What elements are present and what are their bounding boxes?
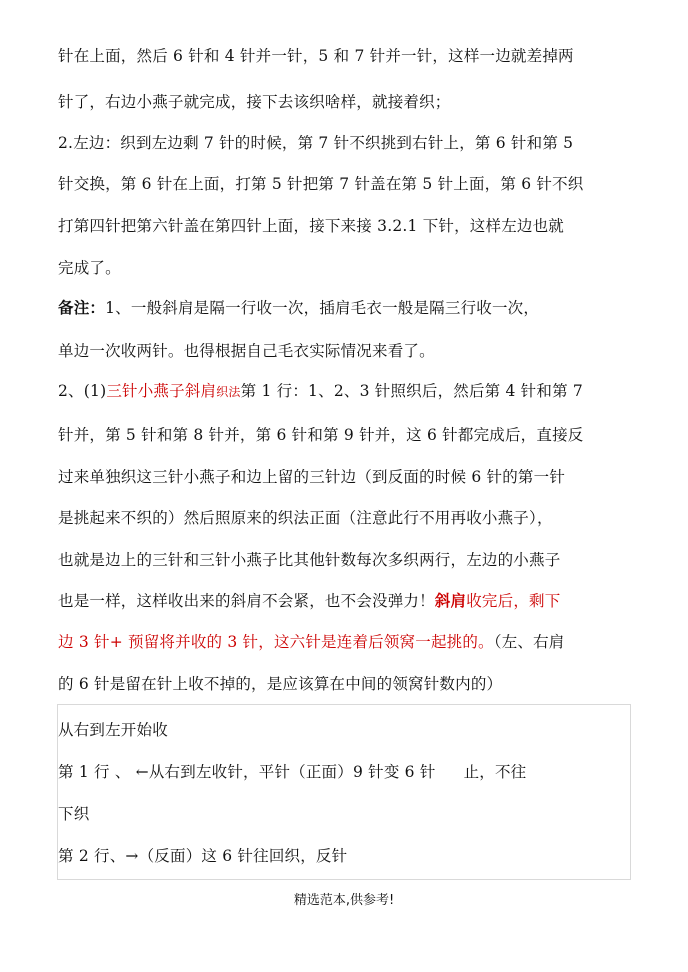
- paragraph-line: 2.左边：织到左边剩 7 针的时候，第 7 针不织挑到右针上，第 6 针和第 5: [58, 134, 574, 152]
- section2-line-4: 是挑起来不织的）然后照原来的织法正面（注意此行不用再收小燕子），: [58, 509, 553, 527]
- page-footer: 精选范本,供参考!: [293, 893, 395, 908]
- box-line-1: 从右到左开始收: [58, 721, 168, 739]
- section2-line7-red: 边 3 针+ 预留将并收的 3 针，这六针是连着后领窝一起挑的。: [58, 633, 494, 651]
- note-text-1: 1、一般斜肩是隔一行收一次，插肩毛衣一般是隔三行收一次，: [105, 299, 540, 317]
- note-line-2: 单边一次收两针。也得根据自己毛衣实际情况来看了。: [58, 342, 435, 360]
- section2-line-3: 过来单独织这三针小燕子和边上留的三针边（到反面的时候 6 针的第一针: [58, 468, 566, 486]
- paragraph-line: 针在上面，然后 6 针和 4 针并一针，5 和 7 针并一针，这样一边就差掉两: [58, 47, 574, 65]
- paragraph-line: 打第四针把第六针盖在第四针上面，接下来接 3.2.1 下针，这样左边也就: [58, 217, 564, 235]
- box-line-2: [58, 762, 632, 782]
- note-label: 备注：: [58, 298, 106, 317]
- section2-line6-red: 收完后，剩下: [466, 592, 561, 610]
- section2-line-6: [58, 591, 632, 611]
- box-line-4: 第 2 行、→（反面）这 6 针往回织，反针: [58, 847, 348, 865]
- section2-prefix: 2、(1): [58, 382, 107, 400]
- section2-red-small: 织法: [216, 385, 241, 399]
- box-line-2b: 止，不往: [463, 763, 527, 781]
- section2-line-2: 针并，第 5 针和第 8 针并，第 6 针和第 9 针并，这 6 针都完成后，直接反: [58, 426, 584, 444]
- box-line-2a: 第 1 行 、 ←从右到左收针，平针（正面）9 针变 6 针: [58, 763, 436, 781]
- section2-line-1: [58, 381, 632, 402]
- paragraph-line: 针了，右边小燕子就完成，接下去该织啥样，就接着织；: [58, 93, 451, 111]
- section2-line6-black: 也是一样，这样收出来的斜肩不会紧，也不会没弹力！: [58, 592, 435, 610]
- section2-line7-black: （左、右肩: [493, 633, 565, 651]
- section2-line1-rest: 第 1 行：1、2、3 针照织后，然后第 4 针和第 7: [240, 382, 583, 400]
- note-line-1: [58, 298, 632, 318]
- section2-line-8: 的 6 针是留在针上收不掉的，是应该算在中间的领窝针数内的）: [58, 675, 503, 693]
- section2-red-title: 三针小燕子斜肩: [106, 382, 217, 400]
- section2-line6-red-bold: 斜肩: [434, 591, 467, 610]
- section2-line-5: 也就是边上的三针和三针小燕子比其他针数每次多织两行，左边的小燕子: [58, 551, 561, 569]
- box-line-3: 下织: [58, 805, 90, 823]
- paragraph-line: 完成了。: [58, 259, 121, 277]
- paragraph-line: 针交换，第 6 针在上面，打第 5 针把第 7 针盖在第 5 针上面，第 6 针不织: [58, 175, 584, 193]
- section2-line-7: [58, 632, 632, 652]
